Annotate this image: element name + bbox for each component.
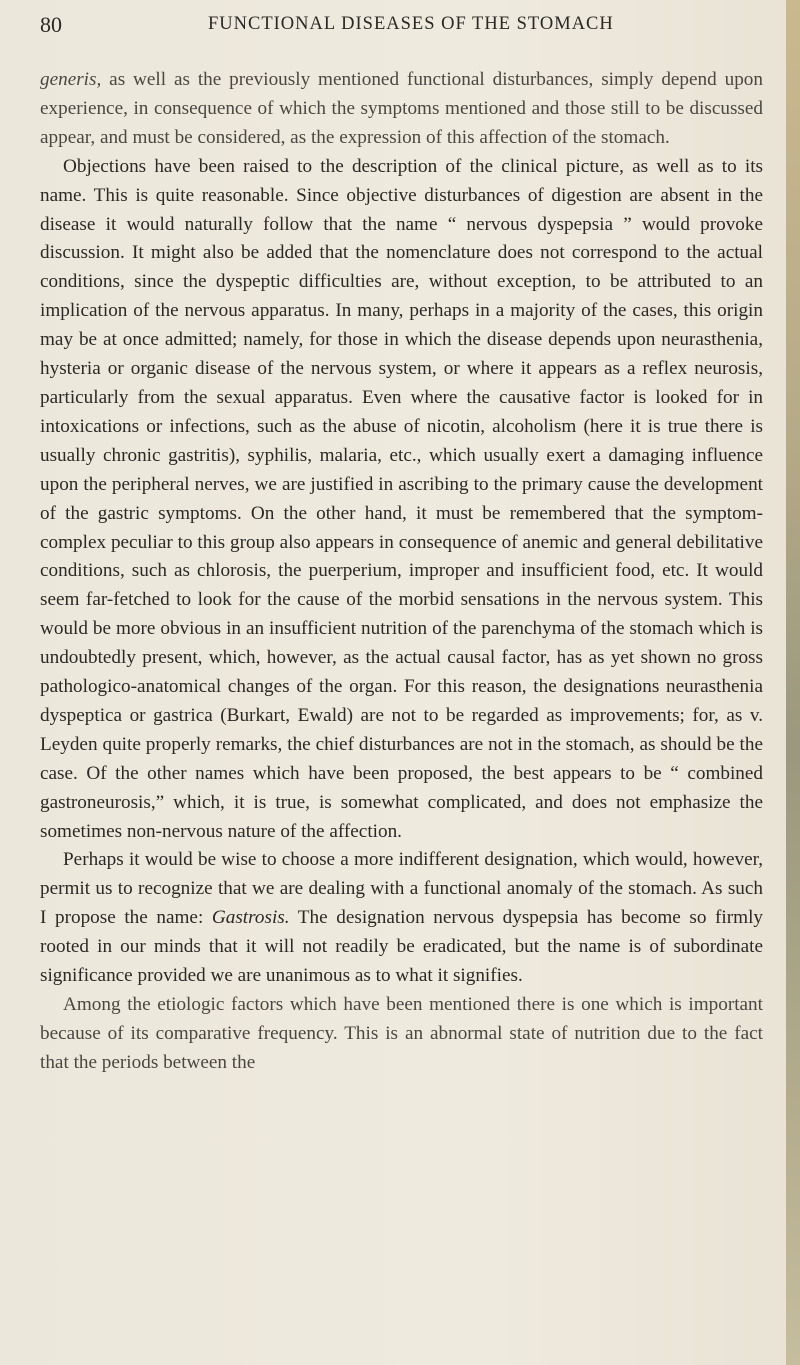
- page-header: [40, 6, 770, 46]
- italic-term: Gastrosis.: [211, 907, 290, 929]
- paragraph-4: [40, 991, 763, 1078]
- paragraph-text: The designation nervous dyspepsia has become so firmly rooted in our minds that it will not readily be eradicated, but the name is of subordinate significance provided we are unanimous as to what it signifies.: [40, 907, 763, 987]
- page-number: 80: [40, 12, 62, 37]
- italic-term: generis,: [40, 69, 102, 90]
- paragraph-3: [40, 846, 763, 991]
- body-text: [40, 66, 763, 1078]
- page-edge: [786, 0, 800, 1365]
- running-head: FUNCTIONAL DISEASES OF THE STOMACH: [208, 14, 614, 34]
- paragraph-1: [40, 66, 763, 153]
- paragraph-text: Perhaps it would be wise to choose a more indifferent designation, which would, however, permit us to recognize that we are dealing with a functional anomaly of the stomach. As such I propose the name:: [40, 849, 763, 929]
- paragraph-text: Among the etiologic factors which have been mentioned there is one which is important because of its comparative frequency. This is an abnormal state of nutrition due to the fact that the periods between the: [40, 994, 763, 1073]
- paragraph-text: Objections have been raised to the description of the clinical picture, as well as to its name. This is quite reasonable. Since objective disturbances of digestion are absent in the disease it would naturally follow that the name “ nervous dyspepsia ” would provoke discussion. It might also be added that the nomenclature does not correspond to the actual conditions, since the dyspeptic difficulties are, without exception, to be attributed to an implication of the nervous apparatus. In many, perhaps in a majority of the cases, this origin may be at once admitted; namely, for those in which the disease depends upon neurasthenia, hysteria or organic disease of the nervous system, or where it appears as a reflex neurosis, particularly from the sexual apparatus. Even where the causative factor is looked for in intoxications or infections, such as the abuse of nicotin, alcoholism (here it is true there is usually chronic gastritis), syphilis, malaria, etc., which usually exert a damaging influence upon the peripheral nerves, we are justified in ascribing to the primary cause the development of the gastric symptoms. On the other hand, it must be remembered that the symptom-complex peculiar to this group also appears in consequence of anemic and general debilitative conditions, such as chlorosis, the puerperium, improper and insufficient food, etc. It would seem far-fetched to look for the cause of the morbid sensations in the nervous system. This would be more obvious in an insufficient nutrition of the parenchyma of the stomach which is undoubtedly present, which, however, as the actual causal factor, has as yet shown no gross pathologico-anatomical changes of the organ. For this reason, the designations neurasthenia dyspeptica or gastrica (Burkart, Ewald) are not to be regarded as improvements; for, as v. Leyden quite properly remarks, the chief disturbances are not in the stomach, as should be the case. Of the other names which have been proposed, the best appears to be “ combined gastroneurosis,” which, it is true, is somewhat complicated, and does not emphasize the sometimes non-nervous nature of the affection.: [40, 155, 763, 842]
- paragraph-text: as well as the previously mentioned functional disturbances, simply depend upon experience, in consequence of which the symptoms mentioned and those still to be discussed appear, and must be considered, as the expression of this affection of the stomach.: [40, 69, 763, 148]
- paragraph-2: [40, 153, 763, 847]
